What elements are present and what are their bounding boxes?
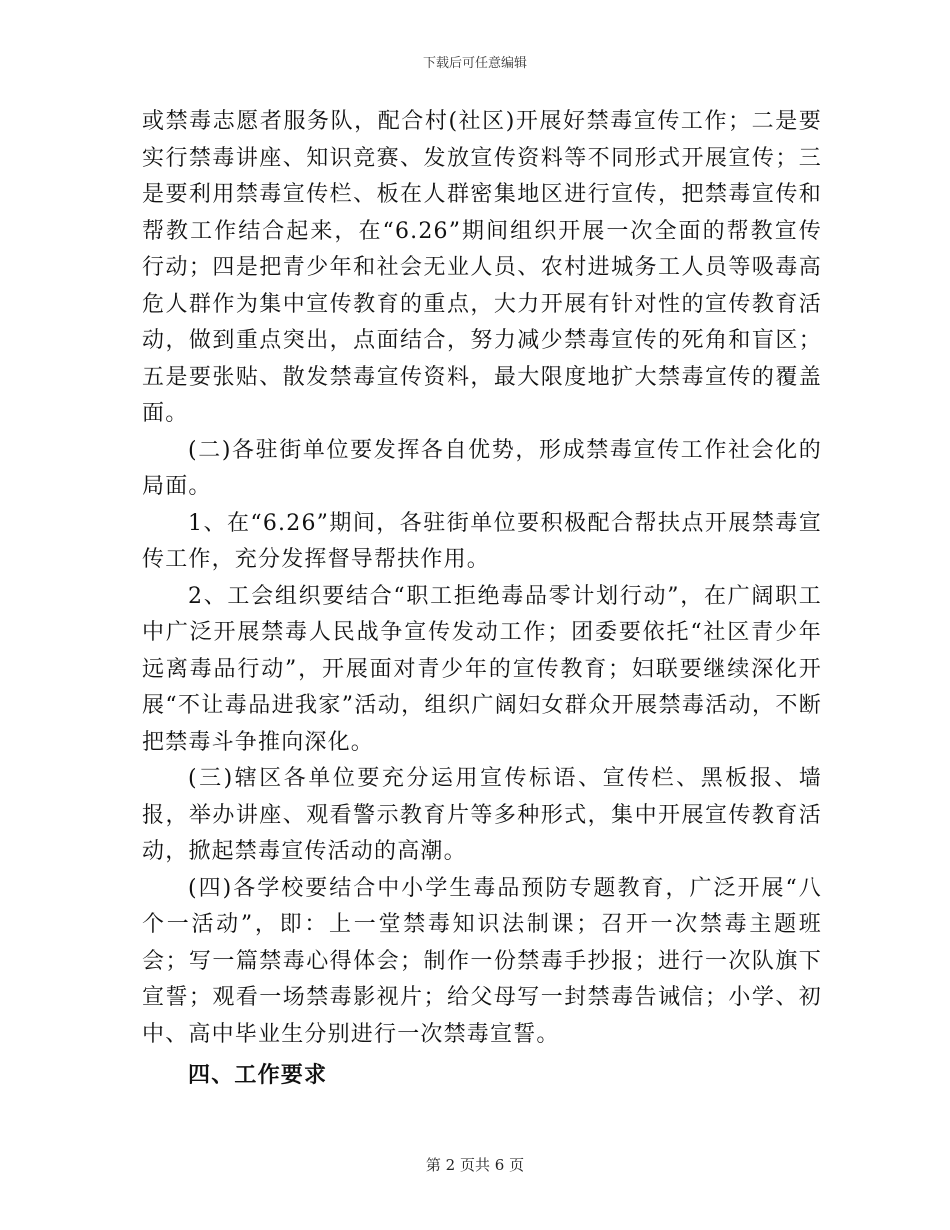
paragraph-section-2: (二)各驻街单位要发挥各自优势，形成禁毒宣传工作社会化的局面。 <box>142 437 822 499</box>
paragraph-section-4: (四)各学校要结合中小学生毒品预防专题教育，广泛开展“八个一活动”，即：上一堂禁毒知识法制课；召开一次禁毒主题班会；写一篇禁毒心得体会；制作一份禁毒手抄报；进行一次队旗下宣誓；观看一场禁毒影视片；给父母写一封禁毒告诫信；小学、初中、高中毕业生分别进行一次禁毒宣誓。 <box>142 875 822 1047</box>
section-heading-work-requirements: 四、工作要求 <box>188 1062 328 1088</box>
document-body <box>142 104 822 1094</box>
paragraph-continuation: 或禁毒志愿者服务队，配合村(社区)开展好禁毒宣传工作；二是要实行禁毒讲座、知识竞赛、发放宣传资料等不同形式开展宣传；三是要利用禁毒宣传栏、板在人群密集地区进行宣传，把禁毒宣传和帮教工作结合起来，在“6.26”期间组织开展一次全面的帮教宣传行动；四是把青少年和社会无业人员、农村进城务工人员等吸毒高危人群作为集中宣传教育的重点，大力开展有针对性的宣传教育活动，做到重点突出，点面结合，努力减少禁毒宣传的死角和盲区；五是要张贴、散发禁毒宣传资料，最大限度地扩大禁毒宣传的覆盖面。 <box>142 109 822 426</box>
page-header-note: 下载后可任意编辑 <box>422 56 527 71</box>
page-number-footer: 第 2 页共 6 页 <box>425 1156 525 1174</box>
paragraph-item-2: 2、工会组织要结合“职工拒绝毒品零计划行动”，在广阔职工中广泛开展禁毒人民战争宣传发动工作；团委要依托“社区青少年远离毒品行动”，开展面对青少年的宣传教育；妇联要继续深化开展“不让毒品进我家”活动，组织广阔妇女群众开展禁毒活动，不断把禁毒斗争推向深化。 <box>142 583 822 755</box>
paragraph-section-3: (三)辖区各单位要充分运用宣传标语、宣传栏、黑板报、墙报，举办讲座、观看警示教育片等多种形式，集中开展宣传教育活动，掀起禁毒宣传活动的高潮。 <box>142 766 822 864</box>
paragraph-item-1: 1、在“6.26”期间，各驻街单位要积极配合帮扶点开展禁毒宣传工作，充分发挥督导帮扶作用。 <box>142 510 822 572</box>
